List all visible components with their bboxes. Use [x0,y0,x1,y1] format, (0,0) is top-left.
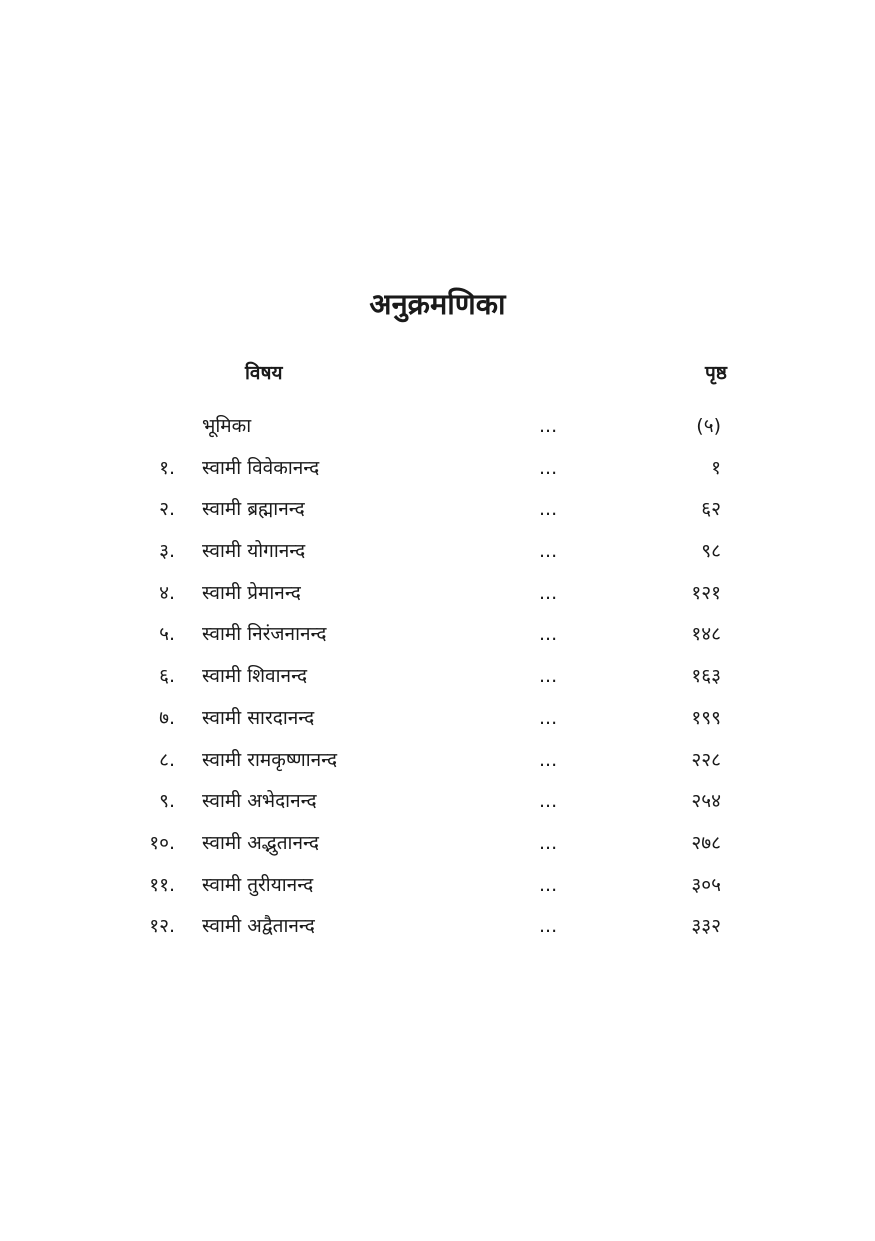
toc-entry [0,783,875,825]
page-column-header: पृष्ठ [705,362,727,384]
toc-entry [0,533,875,575]
entry-title: स्वामी ब्रह्मानन्द [202,498,305,521]
entry-title: स्वामी निरंजनानन्द [202,623,327,646]
entry-leader-dots: ... [539,665,558,688]
table-of-contents [0,408,875,950]
entry-leader-dots: ... [539,873,558,896]
entry-number: ८. [159,748,175,771]
entry-leader-dots: ... [539,915,558,938]
toc-entry [0,491,875,533]
entry-leader-dots: ... [539,790,558,813]
entry-title: स्वामी अभेदानन्द [202,790,317,813]
entry-title: स्वामी विवेकानन्द [202,456,320,479]
entry-leader-dots: ... [539,748,558,771]
entry-page-number: २२८ [691,748,721,771]
entry-title: स्वामी सारदानन्द [202,706,315,729]
toc-entry [0,616,875,658]
toc-entry [0,450,875,492]
entry-number: १०. [149,831,175,854]
entry-page-number: ३०५ [691,873,721,896]
entry-page-number: २५४ [691,790,721,813]
toc-entry-introduction [0,408,875,450]
subject-column-header: विषय [245,362,283,384]
entry-page-number: ९८ [701,540,721,563]
entry-number: १२. [149,915,175,938]
entry-title: स्वामी शिवानन्द [202,665,308,688]
entry-number: ९. [159,790,175,813]
page-title: अनुक्रमणिका [369,287,506,321]
toc-entry [0,575,875,617]
entry-title: स्वामी तुरीयानन्द [202,873,314,896]
entry-title: भूमिका [202,415,252,437]
entry-number: २. [159,498,175,521]
toc-entry [0,908,875,950]
entry-leader-dots: ... [539,415,558,437]
entry-leader-dots: ... [539,581,558,604]
entry-leader-dots: ... [539,831,558,854]
toc-entry [0,825,875,867]
entry-leader-dots: ... [539,498,558,521]
entry-title: स्वामी रामकृष्णानन्द [202,748,338,771]
entry-page-number: २७८ [691,831,721,854]
toc-entry [0,742,875,784]
entry-page-number: १ [711,456,721,479]
entry-page-number: ६२ [701,498,721,521]
entry-leader-dots: ... [539,456,558,479]
toc-entry [0,700,875,742]
entry-number: ३. [159,540,175,563]
entry-leader-dots: ... [539,623,558,646]
entry-number: ६. [159,665,175,688]
entry-number: ७. [159,706,175,729]
entry-page-number: १६३ [691,665,721,688]
entry-page-number: १२१ [691,581,721,604]
entry-title: स्वामी अद्भुतानन्द [202,831,319,854]
entry-page-number: (५) [696,415,721,437]
entry-number: ५. [159,623,175,646]
toc-entry [0,867,875,909]
entry-page-number: १९९ [691,706,721,729]
entry-number: ४. [159,581,175,604]
entry-title: स्वामी अद्वैतानन्द [202,915,315,938]
entry-leader-dots: ... [539,540,558,563]
entry-title: स्वामी योगानन्द [202,540,306,563]
toc-entry [0,658,875,700]
entry-title: स्वामी प्रेमानन्द [202,581,301,604]
entry-number: १. [159,456,175,479]
entry-number: ११. [149,873,175,896]
entry-page-number: १४८ [691,623,721,646]
entry-page-number: ३३२ [691,915,721,938]
entry-leader-dots: ... [539,706,558,729]
